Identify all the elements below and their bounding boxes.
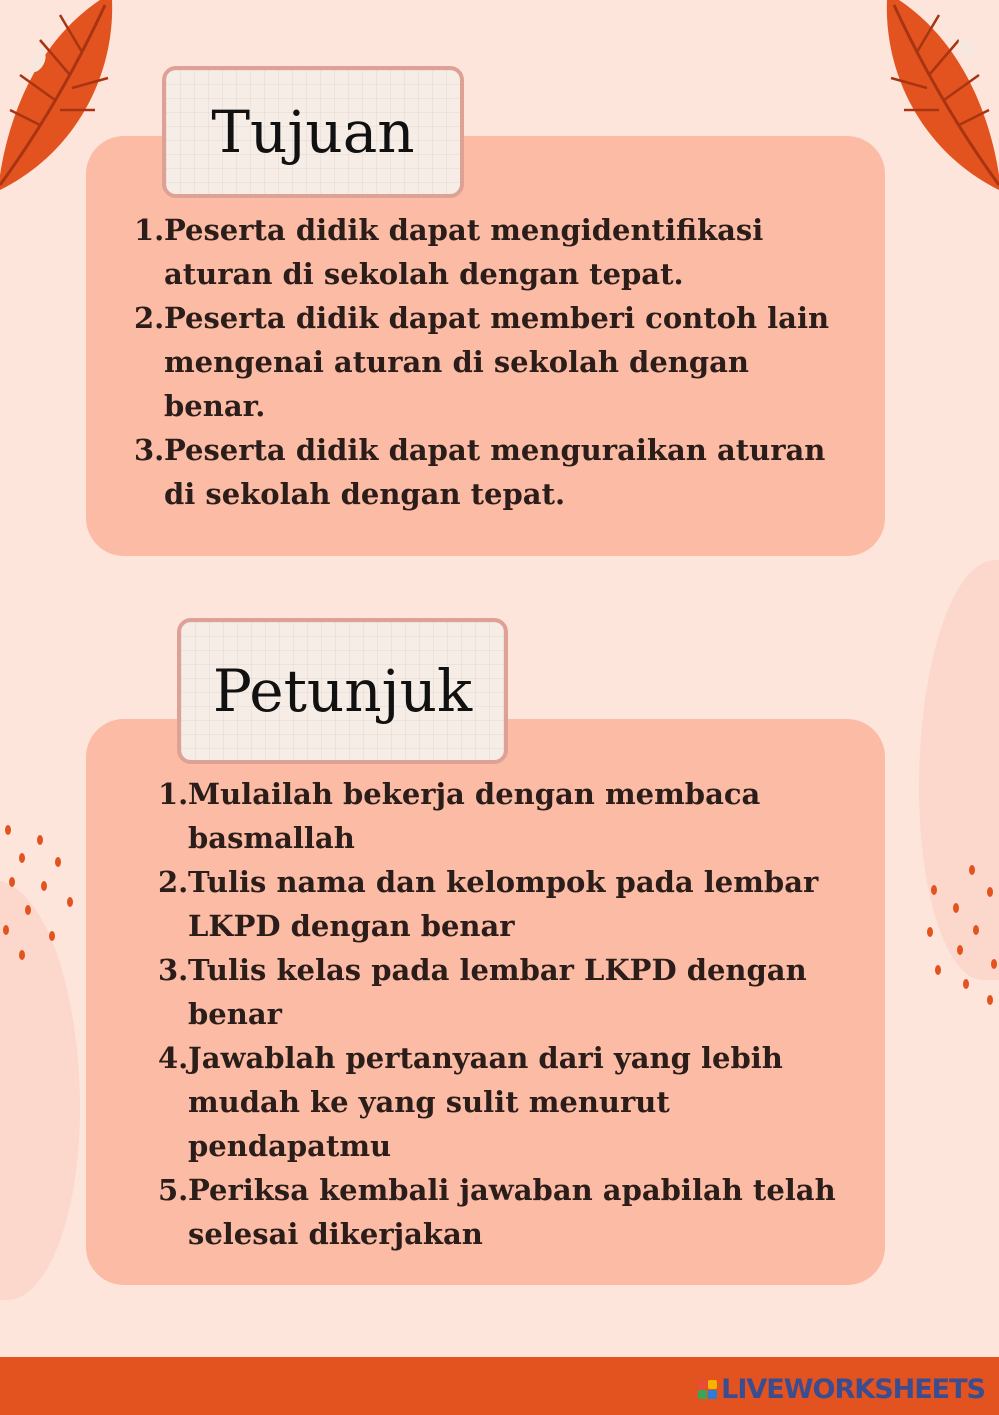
list-item xyxy=(158,860,858,948)
list-item-text: Tulis kelas pada lembar LKPD dengan benar xyxy=(188,953,807,1031)
list-item-text: Peserta didik dapat mengidentifikasi aturan di sekolah dengan tepat. xyxy=(164,213,764,291)
list-item-number: 1. xyxy=(134,213,165,247)
list-item-text: Jawablah pertanyaan dari yang lebih mudah ke yang sulit menurut pendapatmu xyxy=(188,1041,783,1163)
tujuan-title: Tujuan xyxy=(211,98,415,166)
list-item-text: Peserta didik dapat menguraikan aturan di sekolah dengan tepat. xyxy=(164,433,826,511)
tujuan-list xyxy=(134,208,854,516)
list-item-number: 1. xyxy=(158,777,189,811)
list-item-number: 3. xyxy=(134,433,165,467)
list-item-number: 4. xyxy=(158,1041,189,1075)
liveworksheets-brand[interactable] xyxy=(698,1374,985,1405)
list-item-text: Peserta didik dapat memberi contoh lain mengenai aturan di sekolah dengan benar. xyxy=(164,301,830,423)
list-item-number: 2. xyxy=(134,301,165,335)
list-item xyxy=(158,948,858,1036)
list-item xyxy=(134,208,854,296)
speckle-decoration-right-icon xyxy=(920,860,999,1010)
list-item-number: 3. xyxy=(158,953,189,987)
list-item-text: Mulailah bekerja dengan membaca basmallah xyxy=(188,777,761,855)
liveworksheets-logo-icon xyxy=(698,1380,717,1399)
leaf-decoration-top-right-icon xyxy=(884,0,999,195)
brand-name: LIVEWORKSHEETS xyxy=(721,1374,985,1405)
list-item-number: 5. xyxy=(158,1173,189,1207)
list-item-number: 2. xyxy=(158,865,189,899)
petunjuk-title-box xyxy=(177,618,508,764)
petunjuk-list xyxy=(158,772,858,1256)
list-item xyxy=(158,1036,858,1168)
list-item xyxy=(158,1168,858,1256)
list-item xyxy=(134,428,854,516)
tujuan-title-box xyxy=(162,66,464,198)
list-item-text: Periksa kembali jawaban apabilah telah selesai dikerjakan xyxy=(188,1173,836,1251)
speckle-decoration-left-icon xyxy=(0,820,80,970)
petunjuk-title: Petunjuk xyxy=(212,657,473,725)
list-item-text: Tulis nama dan kelompok pada lembar LKPD dengan benar xyxy=(188,865,819,943)
list-item xyxy=(134,296,854,428)
list-item xyxy=(158,772,858,860)
